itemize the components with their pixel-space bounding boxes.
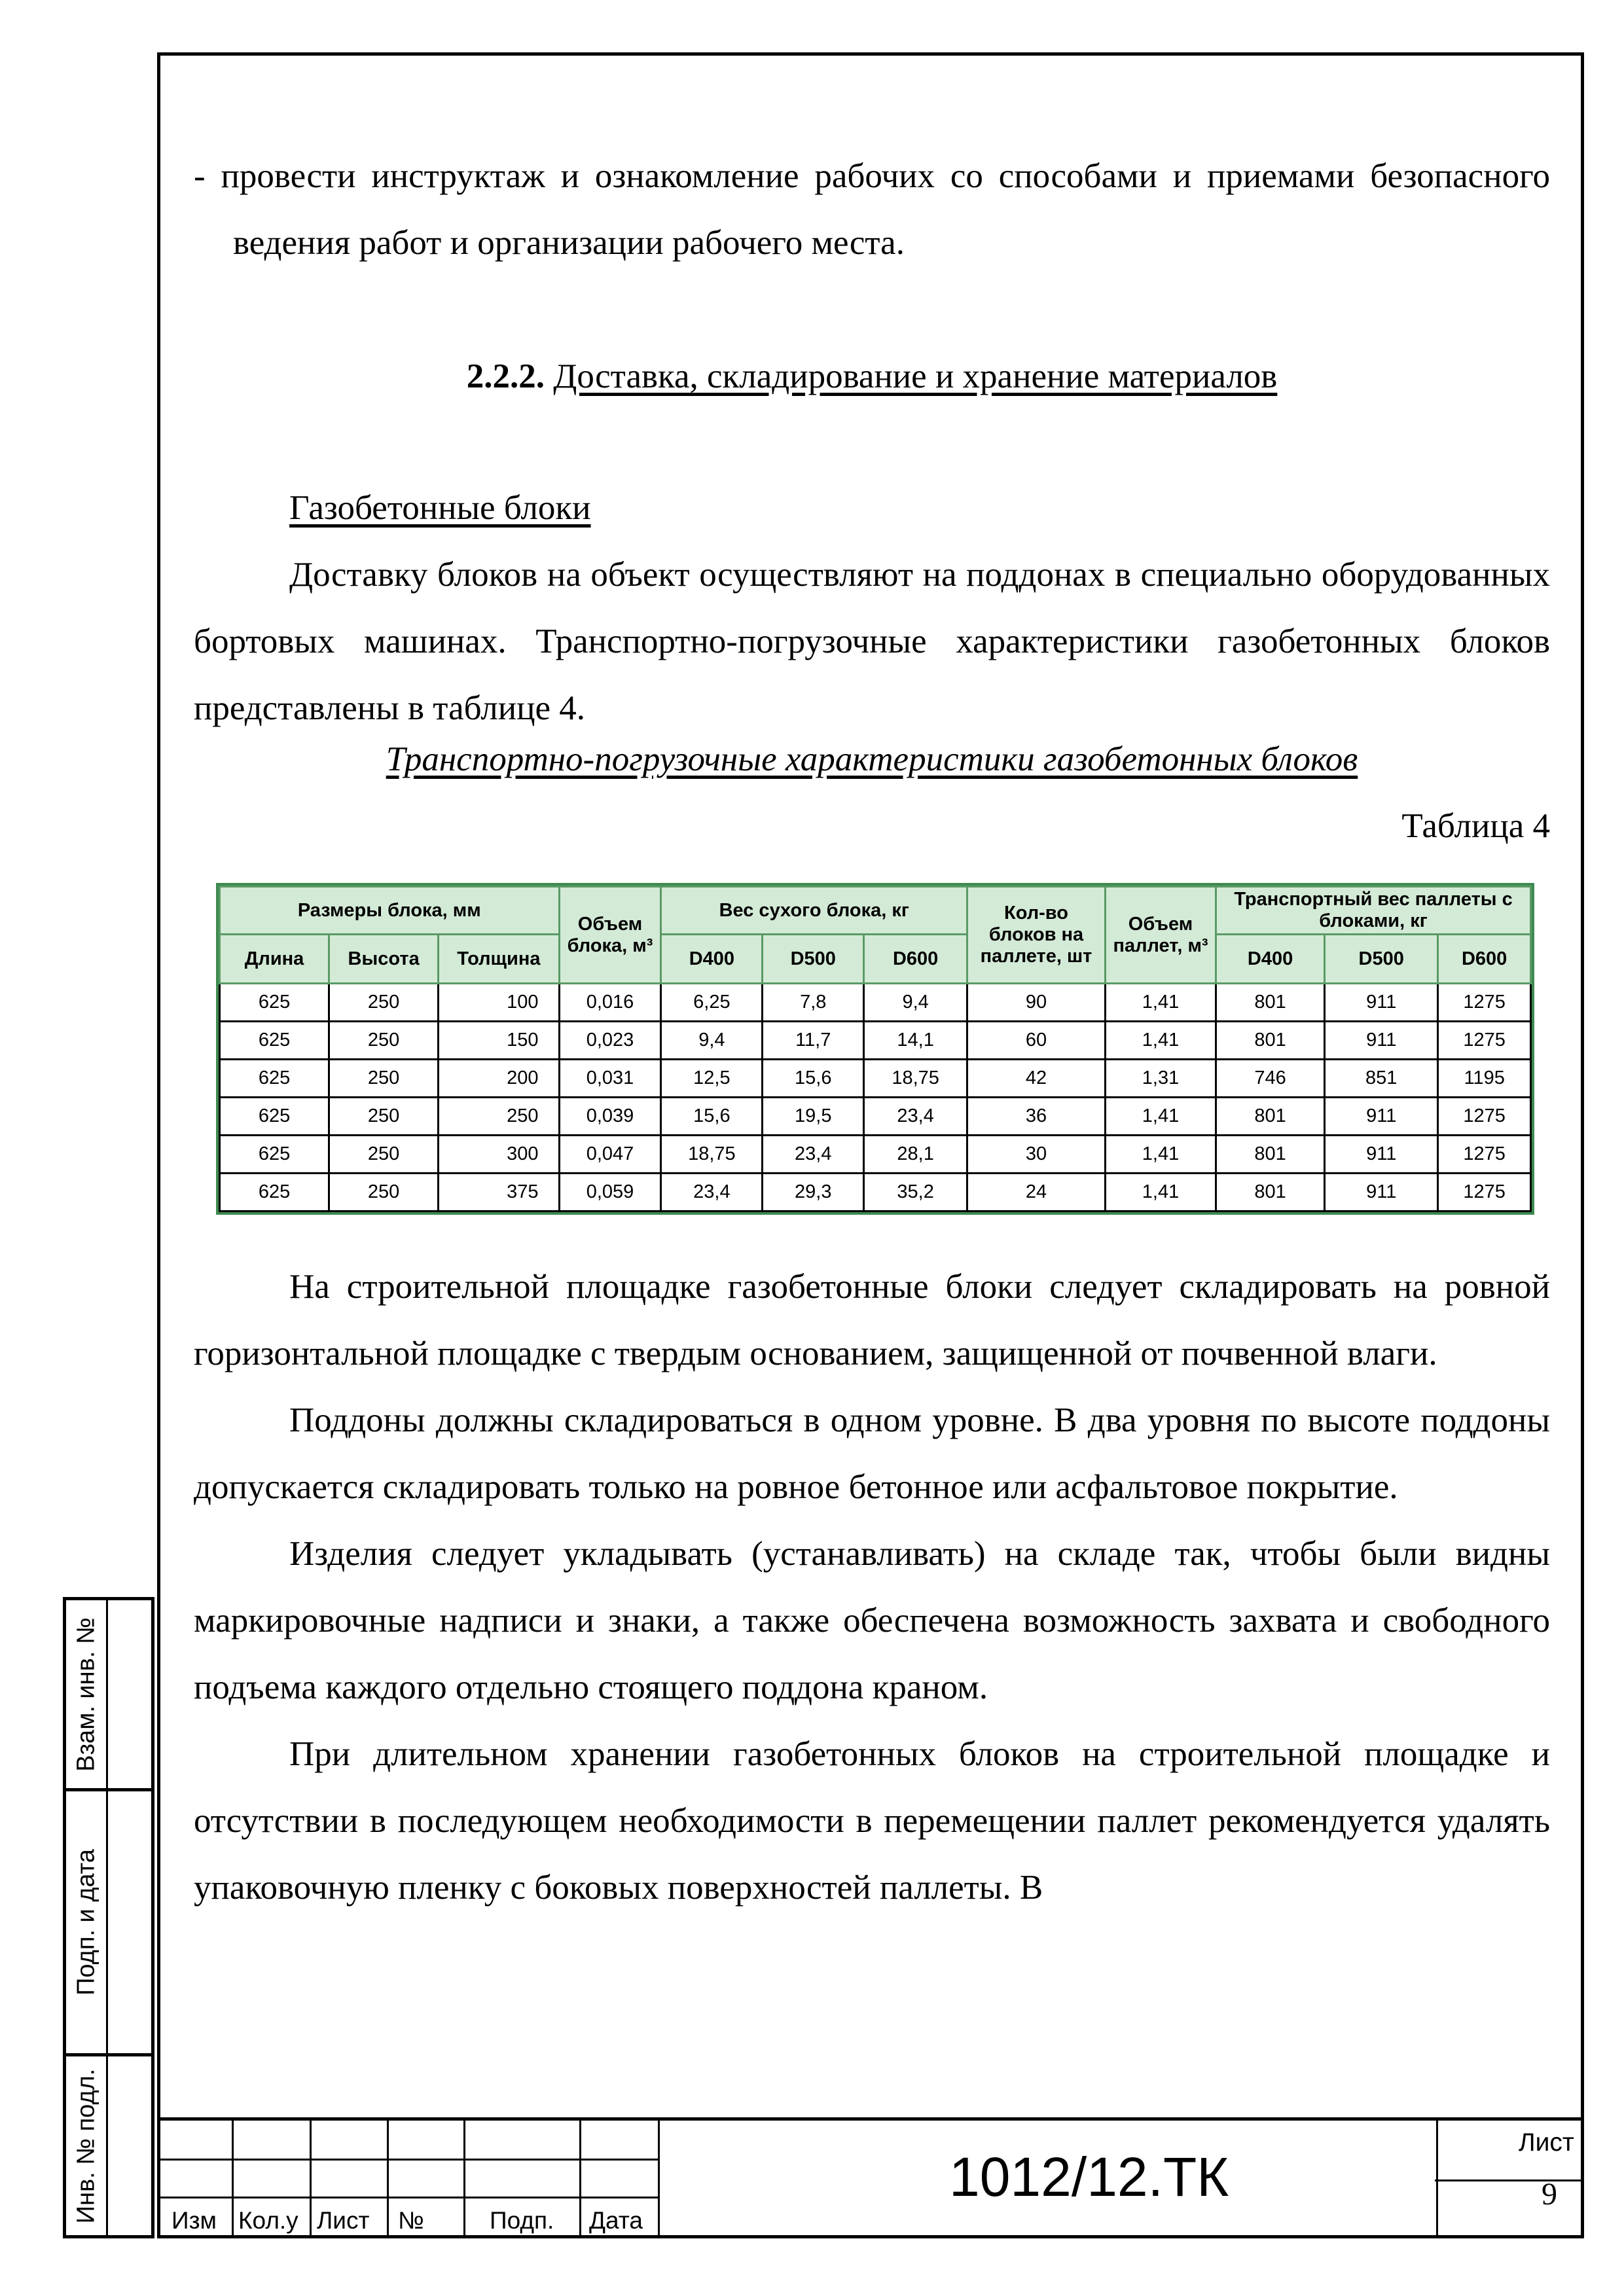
table-cell: 23,4 [661,1174,763,1211]
table-cell: 29,3 [763,1174,864,1211]
header-dry-d500: D500 [763,935,864,984]
table-cell: 24 [967,1174,1106,1211]
table-cell: 911 [1325,1098,1438,1136]
paragraph-5: При длительном хранении газобетонных блоков на строительной площадке и отсутствии в последующем необходимости в перемещении паллет рекомендуется удалять упаковочную пленку с боковых поверхностей паллеты. В [194,1735,1550,1907]
stamp-label-data: Дата [589,2207,643,2234]
paragraph-2: На строительной площадке газобетонные блоки следует складировать на ровной горизонтальной площадке с твердым основанием, защищенной от почвенной влаги. [194,1268,1550,1372]
table-label: Таблица 4 [1401,807,1550,845]
stamp-label-list: Лист [317,2207,370,2234]
stamp-line [157,2197,660,2198]
subheading-text: Газобетонные блоки [289,489,591,527]
table-cell: 60 [967,1022,1106,1060]
table-row [220,1060,1531,1098]
table-cell: 1195 [1438,1060,1531,1098]
table-cell: 911 [1325,1136,1438,1174]
table-cell: 1,41 [1105,1022,1216,1060]
transport-table [219,886,1532,1212]
table-cell: 28,1 [864,1136,967,1174]
body-block [194,1253,1550,1921]
table-header-row-1 [220,887,1531,935]
table-cell: 15,6 [763,1060,864,1098]
table-cell: 1275 [1438,1022,1531,1060]
side-label-sign-date: Подп. и дата [72,1849,99,1996]
side-label-inv-orig: Инв. № подл. [72,2068,99,2223]
table-cell: 250 [329,1136,439,1174]
table-cell: 0,023 [559,1022,661,1060]
bullet-text: - провести инструктаж и ознакомление рабочих со способами и приемами безопасного ведения работ и организации рабочего места. [194,157,1550,262]
table-cell: 1275 [1438,1174,1531,1211]
table-cell: 625 [220,1098,329,1136]
header-transport-weight: Транспортный вес паллеты с блоками, кг [1216,887,1531,935]
table-cell: 250 [439,1098,559,1136]
table-cell: 200 [439,1060,559,1098]
table-cell: 801 [1216,1174,1325,1211]
table-cell: 9,4 [864,984,967,1022]
table-cell: 23,4 [864,1098,967,1136]
table-cell: 625 [220,1022,329,1060]
stamp-label-podp: Подп. [490,2207,554,2234]
table-cell: 7,8 [763,984,864,1022]
table-cell: 1275 [1438,1098,1531,1136]
stamp-label-kolu: Кол.у [238,2207,298,2234]
header-transport-d600: D600 [1438,935,1531,984]
table-cell: 911 [1325,1174,1438,1211]
intro-block [194,475,1550,742]
paragraph-4: Изделия следует укладывать (устанавливать) на складе так, чтобы были видны маркировочные надписи и знаки, а также обеспечена возможность захвата и свободного подъема каждого отдельно стоящего поддона краном. [194,1535,1550,1706]
table-caption-text: Транспортно-погрузочные характеристики газобетонных блоков [386,740,1358,778]
table-cell: 801 [1216,1098,1325,1136]
table-cell: 250 [329,1060,439,1098]
table-cell: 19,5 [763,1098,864,1136]
table-header-row-2 [220,935,1531,984]
table-cell: 11,7 [763,1022,864,1060]
subheading [194,475,1550,541]
table-caption [194,740,1550,779]
stamp-label-num: № [398,2207,424,2234]
header-thickness: Толщина [439,935,559,984]
header-size: Размеры блока, мм [220,887,560,935]
table-cell: 23,4 [763,1136,864,1174]
header-transport-d400: D400 [1216,935,1325,984]
table-cell: 36 [967,1098,1106,1136]
header-pallet-volume: Объем паллет, м³ [1105,887,1216,984]
table-cell: 0,039 [559,1098,661,1136]
table-cell: 250 [329,1098,439,1136]
bullet-paragraph [194,143,1550,276]
table-cell: 90 [967,984,1106,1022]
table-cell: 250 [329,984,439,1022]
table-cell: 746 [1216,1060,1325,1098]
table-cell: 15,6 [661,1098,763,1136]
table-cell: 1275 [1438,1136,1531,1174]
paragraph-3: Поддоны должны складироваться в одном уровне. В два уровня по высоте поддоны допускается складировать только на ровное бетонное или асфальтовое покрытие. [194,1401,1550,1506]
header-volume: Объем блока, м³ [559,887,661,984]
table-cell: 625 [220,1174,329,1211]
table-cell: 35,2 [864,1174,967,1211]
table-cell: 150 [439,1022,559,1060]
table-cell: 1,41 [1105,1174,1216,1211]
table-cell: 911 [1325,1022,1438,1060]
table-cell: 12,5 [661,1060,763,1098]
table-cell: 375 [439,1174,559,1211]
stamp-line [157,2159,660,2161]
section-number: 2.2.2. [466,357,545,395]
table-cell: 9,4 [661,1022,763,1060]
table-cell: 1,41 [1105,1136,1216,1174]
table-cell: 42 [967,1060,1106,1098]
header-transport-d500: D500 [1325,935,1438,984]
sheet-label: Лист [1519,2128,1574,2157]
table-cell: 625 [220,984,329,1022]
table-row [220,984,1531,1022]
table-cell: 0,031 [559,1060,661,1098]
document-code: 1012/12.ТК [949,2146,1229,2208]
table-cell: 100 [439,984,559,1022]
table-cell: 1275 [1438,984,1531,1022]
table-cell: 0,016 [559,984,661,1022]
table-cell: 30 [967,1136,1106,1174]
paragraph-1: Доставку блоков на объект осуществляют на поддонах в специально оборудованных бортовых машинах. Транспортно-погрузочные характеристики газобетонных блоков представлены в таблице 4. [194,556,1550,727]
header-count: Кол-во блоков на паллете, шт [967,887,1106,984]
table-row [220,1022,1531,1060]
table-cell: 1,41 [1105,1098,1216,1136]
table-row [220,1174,1531,1211]
section-heading [194,344,1550,409]
table-row [220,1098,1531,1136]
table-cell: 0,047 [559,1136,661,1174]
table-cell: 1,31 [1105,1060,1216,1098]
table-cell: 801 [1216,984,1325,1022]
table-cell: 1,41 [1105,984,1216,1022]
header-length: Длина [220,935,329,984]
table-cell: 18,75 [661,1136,763,1174]
table-cell: 18,75 [864,1060,967,1098]
side-stamp-inv-orig [63,2053,154,2238]
table-cell: 300 [439,1136,559,1174]
table-cell: 250 [329,1022,439,1060]
table-row [220,1136,1531,1174]
sheet-number: 9 [1542,2177,1557,2212]
table-cell: 801 [1216,1136,1325,1174]
table-cell: 625 [220,1060,329,1098]
table-cell: 14,1 [864,1022,967,1060]
header-height: Высота [329,935,439,984]
table-cell: 851 [1325,1060,1438,1098]
table-cell: 250 [329,1174,439,1211]
table-cell: 0,059 [559,1174,661,1211]
header-dry-weight: Вес сухого блока, кг [661,887,967,935]
side-label-replace-inv: Взам. инв. № [72,1617,99,1772]
side-stamp-sign-date [63,1788,154,2056]
header-dry-d400: D400 [661,935,763,984]
stamp-label-izm: Изм [171,2207,217,2234]
table-cell: 801 [1216,1022,1325,1060]
table-cell: 6,25 [661,984,763,1022]
header-dry-d600: D600 [864,935,967,984]
table-cell: 911 [1325,984,1438,1022]
table-cell: 625 [220,1136,329,1174]
side-stamp-replace-inv [63,1597,154,1791]
section-title: Доставка, складирование и хранение материалов [553,357,1278,395]
